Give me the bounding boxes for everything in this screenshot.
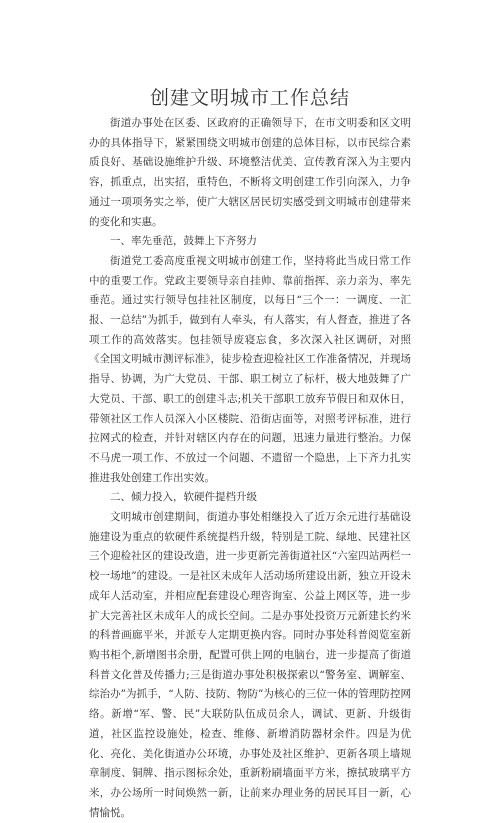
section-heading-2: 二、倾力投入，软硬件提档升级 [110, 491, 257, 504]
section-1-paragraph: 街道党工委高度重视文明城市创建工作，坚持将此当成日常工作中的重要工作。党政主要领导亲自挂帅、靠前指挥、亲力亲为、率先垂范。通过实行领导包挂社区制度，以每日“三个一：一调度、一汇报、一总结”为抓手，做到有人牵头，有人落实，有人督查，推进了各项工作的高效落实。包挂领导废寝忘食，多次深入社区调研，对照《全国文明城市测评标准》，徒步检查迎检社区工作准备情况，并现场指导、协调，为广大党员、干部、职工树立了标杆，极大地鼓舞了广大党员、干部、职工的创建斗志;机关干部职工放弃节假日和双休日，带领社区工作人员深入小区楼院、沿街店面等，对照考评标准，进行拉网式的检查，并针对辖区内存在的问题，迅速力量进行整治。力保不马虎一项工作、不放过一个问题、不遗留一个隐患，上下齐力扎实推进我处创建工作出实效。 [89, 254, 411, 484]
section-2-paragraph: 文明城市创建期间，街道办事处相继投入了近万余元进行基础设施建设为重点的软硬件系统提档升级，特别是工院、绿地、民建社区三个迎检社区的建设改造，进一步更新完善街道社区“六室四站两栏一校一场地”的建设。一是社区未成年人活动场所建设出新，独立开设未成年人活动室，并相应配套建设心理咨询室、公益上网区等，进一步扩大完善社区未成年人的成长空间。二是办事处投资万元新建长约米的科普画廊平米，并派专人定期更换内容。同时办事处科普阅览室新购书柜个,新增图书余册，配置可供上网的电脑台，进一步提高了街道科普文化普及传播力;三是街道办事处积极探索以“警务室、调解室、综治办”为抓手，“人防、技防、物防”为核心的三位一体的管理防控网络。新增“军、警、民”大联防队伍成员余人，调试、更新、升级街道，社区监控设施处，检查、维修、新增消防器材余件。四是为优化、亮化、美化街道办公环境，办事处及社区维护、更新各项上墙规章制度、铜牌、指示图标余处，重新粉刷墙面平方米，擦拭玻璃平方米，办公场所一时间焕然一新，让前来办理业务的居民耳目一新，心情愉悦。 [89, 511, 411, 819]
section-heading-1: 一、率先垂范，鼓舞上下齐努力 [110, 235, 257, 248]
document-body [89, 114, 411, 823]
intro-paragraph: 街道办事处在区委、区政府的正确领导下，在市文明委和区文明办的具体指导下，紧紧围绕文明城市创建的总体目标，以市民综合素质良好、基础设施维护升级、环境整洁优美、宣传教育深入为主要内容，抓重点，出实招，重特色，不断将文明创建工作引向深入，力争通过一项项务实之举，使广大辖区居民切实感受到文明城市创建带来的变化和实惠。 [89, 117, 411, 228]
document-title: 创建文明城市工作总结 [149, 87, 350, 109]
